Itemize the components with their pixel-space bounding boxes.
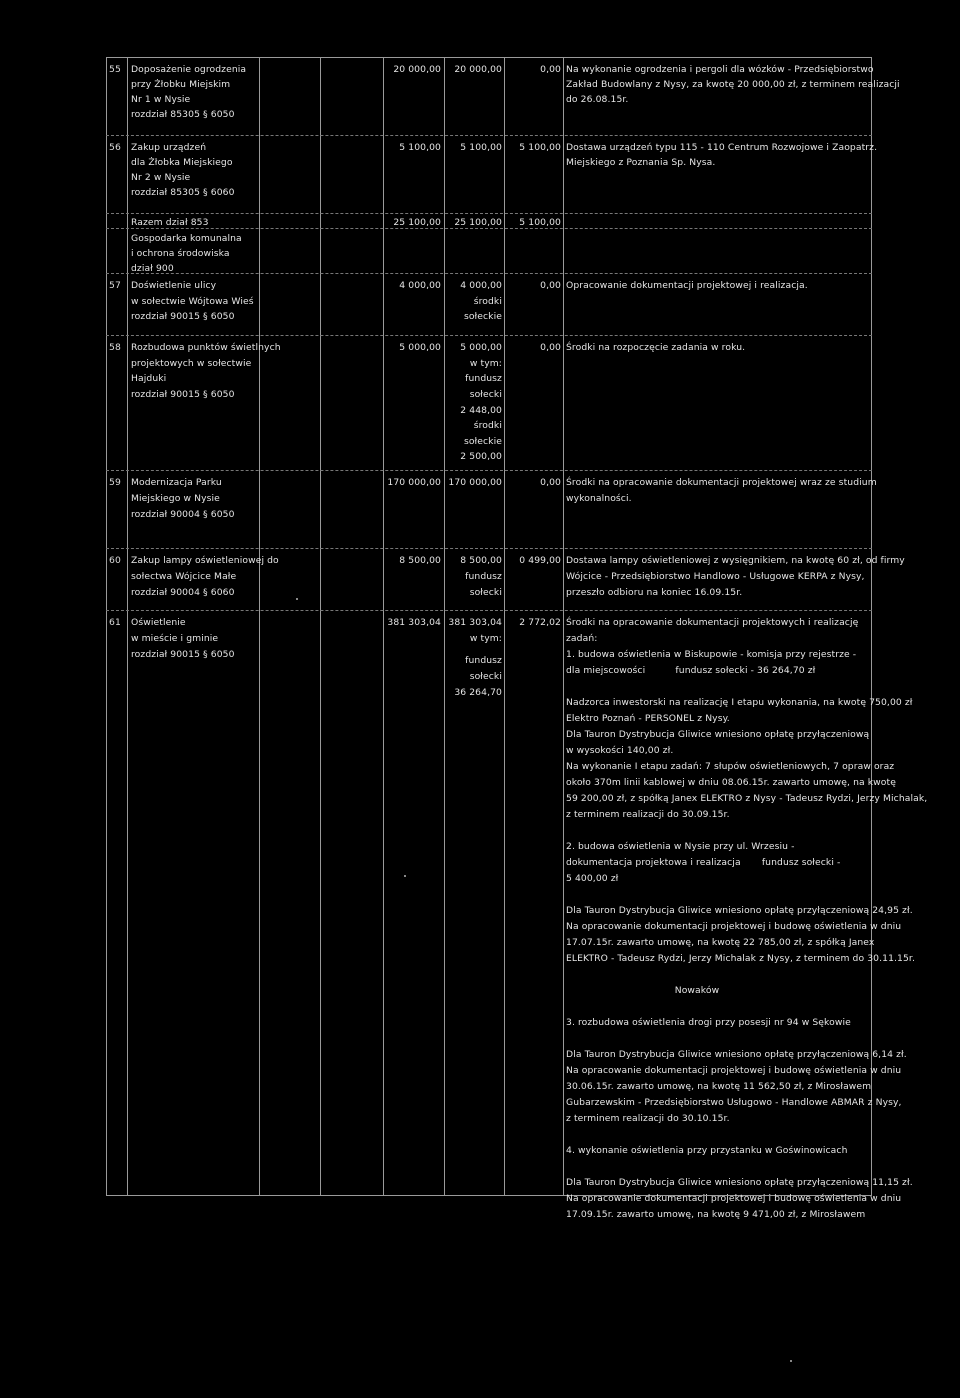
row-line (106, 213, 872, 214)
task-name-line: rozdział 90015 § 6050 (131, 389, 235, 400)
task-name-line: sołectwa Wójcice Małe (131, 571, 237, 582)
exec-note: fundusz (465, 655, 502, 666)
description-line: 4. wykonanie oświetlenia przy przystanku w Goświnowicach (566, 1145, 848, 1156)
description-line: Dla Tauron Dystrybucja Gliwice wniesiono opłatę przyłączeniową (566, 729, 870, 740)
exec-note: 2 448,00 (460, 405, 502, 416)
task-name-line: rozdział 85305 § 6060 (131, 187, 235, 198)
exec-note: 2 500,00 (460, 451, 502, 462)
description-line: z terminem realizacji do 30.10.15r. (566, 1113, 730, 1124)
task-name-line: rozdział 90015 § 6050 (131, 311, 235, 322)
task-name-line: rozdział 90004 § 6050 (131, 509, 235, 520)
row-line (106, 610, 872, 611)
row-line (106, 135, 872, 136)
description-line: ELEKTRO - Tadeusz Rydzi, Jerzy Michalak z Nysy, z terminem do 30.11.15r. (566, 953, 915, 964)
task-name-line: w mieście i gminie (131, 633, 219, 644)
row-number: 58 (109, 342, 121, 353)
task-name-line: Zakup urządzeń (131, 142, 207, 153)
description-line: Dostawa lampy oświetleniowej z wysięgnikiem, na kwotę 60 zł, od firmy (566, 555, 905, 566)
description-line: Miejskiego z Poznania Sp. Nysa. (566, 157, 716, 168)
speck (296, 598, 298, 600)
description-line: 59 200,00 zł, z spółką Janex ELEKTRO z Nysy - Tadeusz Rydzi, Jerzy Michalak, (566, 793, 928, 804)
row-number: 60 (109, 555, 121, 566)
description-line: Na wykonanie ogrodzenia i pergoli dla wózków - Przedsiębiorstwo (566, 64, 874, 75)
exec-note: 36 264,70 (454, 687, 502, 698)
task-name-line: projektowych w sołectwie (131, 358, 252, 369)
task-name-line: rozdział 90004 § 6060 (131, 587, 235, 598)
row-number: 59 (109, 477, 121, 488)
row-line (106, 273, 872, 274)
description-line: Na opracowanie dokumentacji projektowej i budowę oświetlenia w dniu (566, 1065, 902, 1076)
plan-amount: 20 000,00 (393, 64, 441, 75)
task-name-line: Modernizacja Parku (131, 477, 222, 488)
description-line: 17.07.15r. zawarto umowę, na kwotę 22 785,00 zł, z spółką Janex (566, 937, 875, 948)
exec-amount: 5 000,00 (460, 342, 502, 353)
description-line: 3. rozbudowa oświetlenia drogi przy posesji nr 94 w Sękowie (566, 1017, 851, 1028)
description-line: Opracowanie dokumentacji projektowej i realizacja. (566, 280, 808, 291)
row-number: 56 (109, 142, 121, 153)
description-line: dla miejscowości fundusz sołecki - 36 264,70 zł (566, 665, 816, 676)
exec-note: fundusz (465, 571, 502, 582)
task-name-line: Nr 2 w Nysie (131, 172, 191, 183)
description-line: Na opracowanie dokumentacji projektowej i budowę oświetlenia w dniu (566, 921, 902, 932)
plan-amount: 4 000,00 (399, 280, 441, 291)
task-name-line: Doposażenie ogrodzenia (131, 64, 247, 75)
task-name-line: przy Żłobku Miejskim (131, 79, 231, 90)
task-name-line: Gospodarka komunalna (131, 233, 242, 244)
row-line (106, 470, 872, 471)
description-line: przeszło odbioru na koniec 16.09.15r. (566, 587, 743, 598)
description-line: Zakład Budowlany z Nysy, za kwotę 20 000,00 zł, z terminem realizacji (566, 79, 900, 90)
task-name-line: i ochrona środowiska (131, 248, 230, 259)
description-line: Środki na rozpoczęcie zadania w roku. (566, 342, 746, 353)
exec-note: w tym: (469, 358, 502, 369)
rest-amount: 5 100,00 (519, 142, 561, 153)
description-line: 2. budowa oświetlenia w Nysie przy ul. Wrzesiu - (566, 841, 795, 852)
task-name-line: rozdział 85305 § 6050 (131, 109, 235, 120)
description-line: Nadzorca inwestorski na realizację I etapu wykonania, na kwotę 750,00 zł (566, 697, 913, 708)
description-line: dokumentacja projektowa i realizacja fundusz sołecki - (566, 857, 841, 868)
description-line: wykonalności. (566, 493, 632, 504)
row-number: 57 (109, 280, 121, 291)
exec-amount: 8 500,00 (460, 555, 502, 566)
task-name-line: Nr 1 w Nysie (131, 94, 191, 105)
rest-amount: 0,00 (540, 342, 561, 353)
rest-amount: 0,00 (540, 64, 561, 75)
description-line: Środki na opracowanie dokumentacji projektowej wraz ze studium (566, 477, 877, 488)
description-line: 30.06.15r. zawarto umowę, na kwotę 11 562,50 zł, z Mirosławem (566, 1081, 872, 1092)
rest-amount: 0,00 (540, 280, 561, 291)
description-line: Dla Tauron Dystrybucja Gliwice wniesiono opłatę przyłączeniową 24,95 zł. (566, 905, 913, 916)
description-line: Nowaków (566, 985, 720, 996)
task-name-line: Hajduki (131, 373, 167, 384)
exec-note: sołeckie (463, 436, 502, 447)
description-line: Na opracowanie dokumentacji projektowej i budowę oświetlenia w dniu (566, 1193, 902, 1204)
row-line (106, 57, 872, 58)
task-name-line: dział 900 (131, 263, 174, 274)
description-line: Dostawa urządzeń typu 115 - 110 Centrum Rozwojowe i Zaopatrz. (566, 142, 878, 153)
rest-amount: 0,00 (540, 477, 561, 488)
exec-note: fundusz (465, 373, 502, 384)
exec-note: sołecki (469, 671, 502, 682)
exec-amount: 25 100,00 (454, 217, 502, 228)
task-name-line: Razem dział 853 (131, 217, 209, 228)
row-number: 55 (109, 64, 121, 75)
plan-amount: 381 303,04 (387, 617, 441, 628)
description-line: Na wykonanie I etapu zadań: 7 słupów oświetleniowych, 7 opraw oraz (566, 761, 895, 772)
row-line (106, 335, 872, 336)
exec-amount: 381 303,04 (448, 617, 502, 628)
description-line: około 370m linii kablowej w dniu 08.06.15r. zawarto umowę, na kwotę (566, 777, 896, 788)
description-line: Środki na opracowanie dokumentacji projektowych i realizację (566, 617, 859, 628)
description-line: do 26.08.15r. (566, 94, 629, 105)
row-line (106, 548, 872, 549)
exec-amount: 20 000,00 (454, 64, 502, 75)
rest-amount: 0 499,00 (519, 555, 561, 566)
task-name-line: Miejskiego w Nysie (131, 493, 220, 504)
description-line: Dla Tauron Dystrybucja Gliwice wniesiono opłatę przyłączeniową 11,15 zł. (566, 1177, 913, 1188)
exec-note: sołecki (469, 389, 502, 400)
rest-amount: 2 772,02 (519, 617, 561, 628)
plan-amount: 8 500,00 (399, 555, 441, 566)
description-line: Gubarzewskim - Przedsiębiorstwo Usługowo - Handlowe ABMAR z Nysy, (566, 1097, 902, 1108)
exec-note: środki (473, 420, 502, 431)
task-name-line: rozdział 90015 § 6050 (131, 649, 235, 660)
exec-note: sołeckie (463, 311, 502, 322)
exec-note: środki (473, 296, 502, 307)
task-name-line: dla Żłobka Miejskiego (131, 157, 233, 168)
row-number: 61 (109, 617, 121, 628)
exec-note: sołecki (469, 587, 502, 598)
plan-amount: 5 100,00 (399, 142, 441, 153)
rest-amount: 5 100,00 (519, 217, 561, 228)
plan-amount: 170 000,00 (387, 477, 441, 488)
description-line: z terminem realizacji do 30.09.15r. (566, 809, 730, 820)
plan-amount: 25 100,00 (393, 217, 441, 228)
description-line: 5 400,00 zł (566, 873, 619, 884)
description-line: Dla Tauron Dystrybucja Gliwice wniesiono opłatę przyłączeniową 6,14 zł. (566, 1049, 907, 1060)
task-name-line: Doświetlenie ulicy (131, 280, 217, 291)
description-line: Elektro Poznań - PERSONEL z Nysy. (566, 713, 730, 724)
description-line: zadań: (566, 633, 598, 644)
description-line: 17.09.15r. zawarto umowę, na kwotę 9 471,00 zł, z Mirosławem (566, 1209, 866, 1220)
task-name-line: Rozbudowa punktów świetlnych (131, 342, 281, 353)
plan-amount: 5 000,00 (399, 342, 441, 353)
speck (404, 875, 406, 877)
task-name-line: Zakup lampy oświetleniowej do (131, 555, 279, 566)
task-name-line: w sołectwie Wójtowa Wieś (131, 296, 254, 307)
description-line: Wójcice - Przedsiębiorstwo Handlowo - Usługowe KERPA z Nysy, (566, 571, 865, 582)
exec-amount: 5 100,00 (460, 142, 502, 153)
exec-note: w tym: (469, 633, 502, 644)
description-line: 1. budowa oświetlenia w Biskupowie - komisja przy rejestrze - (566, 649, 857, 660)
speck (790, 1360, 792, 1362)
task-name-line: Oświetlenie (131, 617, 186, 628)
exec-amount: 4 000,00 (460, 280, 502, 291)
exec-amount: 170 000,00 (448, 477, 502, 488)
description-line: w wysokości 140,00 zł. (566, 745, 674, 756)
